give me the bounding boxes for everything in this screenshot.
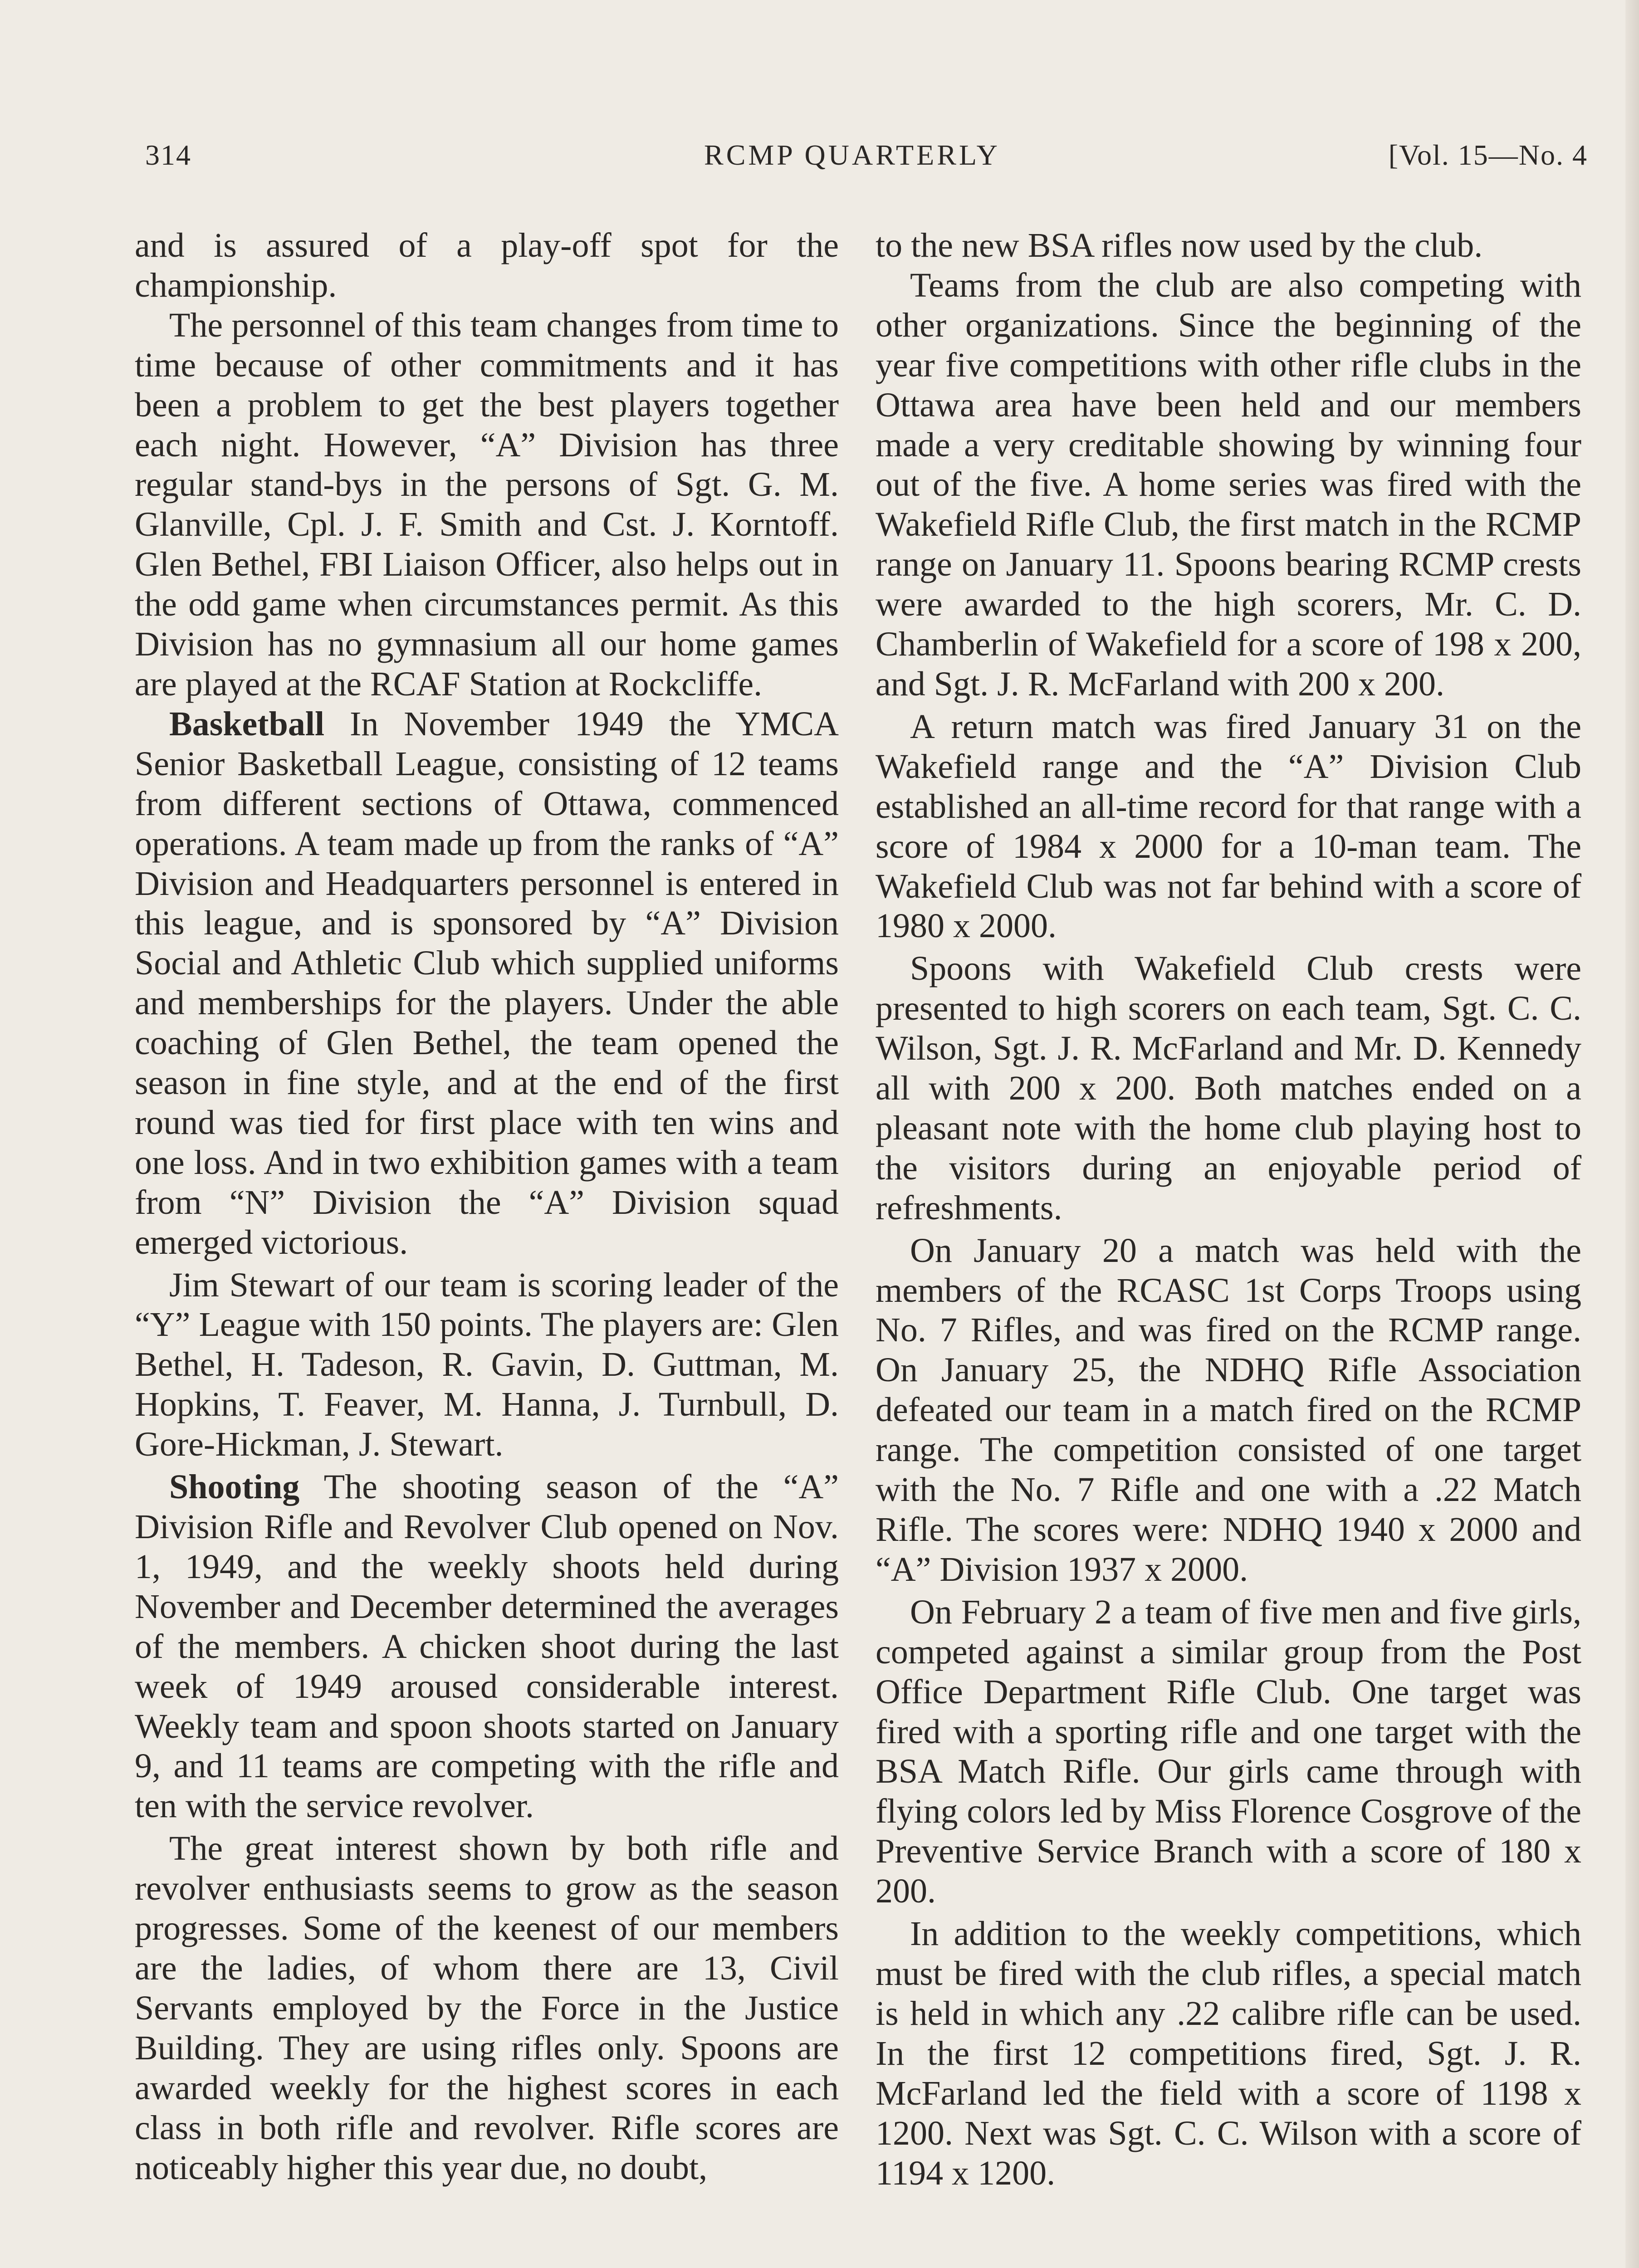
paragraph: On January 20 a match was held with the members of the RCASC 1st Corps Troops using No. 7 Rifles, and was fired on the RCMP range. On January 25, the NDHQ Rifle Association defeated our team in a match fired on the RCMP range. The competition consisted of one target with the No. 7 Rifle and one with a .22 Match Rifle. The scores were: NDHQ 1940 x 2000 and “A” Division 1937 x 2000.	[876, 1231, 1581, 1589]
paragraph: A return match was fired January 31 on the Wakefield range and the “A” Division Club established an all-time record for that range with a score of 1984 x 2000 for a 10-man team. The Wakefield Club was not far behind with a score of 1980 x 2000.	[876, 707, 1581, 945]
section-heading-shooting: Shooting	[169, 1468, 300, 1506]
paragraph: Teams from the club are also competing with other organizations. Since the beginning of the year five competitions with other rifle clubs in the Ottawa area have been held and our members made a very creditable showing by winning four out of the five. A home series was fired with the Wakefield Rifle Club, the first match in the RCMP range on January 11. Spoons bearing RCMP crests were awarded to the high scorers, Mr. C. D. Chamberlin of Wakefield for a score of 198 x 200, and Sgt. J. R. McFarland with 200 x 200.	[876, 266, 1581, 703]
page-edge-shadow	[1625, 0, 1639, 2268]
paragraph: In addition to the weekly competitions, which must be fired with the club rifles, a special match is held in which any .22 calibre rifle can be used. In the first 12 competitions fired, Sgt. J. R. McFarland led the field with a score of 1198 x 1200. Next was Sgt. C. C. Wilson with a score of 1194 x 1200.	[876, 1915, 1581, 2192]
right-column	[876, 226, 1581, 2193]
section-heading-basketball: Basketball	[169, 704, 325, 743]
paragraph: The great interest shown by both rifle and revolver enthusiasts seems to grow as the season progresses. Some of the keenest of our members are the ladies, of whom there are 13, Civil Servants employed by the Force in the Justice Building. They are using rifles only. Spoons are awarded weekly for the highest scores in each class in both rifle and revolver. Rifle scores are noticeably higher this year due, no doubt,	[135, 1829, 839, 2187]
page-number: 314	[145, 139, 191, 171]
paragraph: On February 2 a team of five men and five girls, competed against a similar group from the Post Office Department Rifle Club. One target was fired with a sporting rifle and one target with the BSA Match Rifle. Our girls came through with flying colors led by Miss Florence Cosgrove of the Preventive Service Branch with a score of 180 x 200.	[876, 1593, 1581, 1911]
left-column	[135, 226, 839, 2188]
paragraph: The personnel of this team changes from time to time because of other commitments and it has been a problem to get the best players together each night. However, “A” Division has three regular stand-bys in the persons of Sgt. G. M. Glanville, Cpl. J. F. Smith and Cst. J. Korntoff. Glen Bethel, FBI Liaison Officer, also helps out in the odd game when circumstances permit. As this Division has no gymnasium all our home games are played at the RCAF Station at Rockcliffe.	[135, 306, 839, 703]
paragraph: and is assured of a play-off spot for the championship.	[135, 226, 839, 304]
journal-title: RCMP QUARTERLY	[704, 139, 1000, 171]
paragraph-text: In November 1949 the YMCA Senior Basketball League, consisting of 12 teams from different sections of Ottawa, commenced operations. A team made up from the ranks of “A” Division and Headquarters personnel is entered in this league, and is sponsored by “A” Division Social and Athletic Club which supplied uniforms and memberships for the players. Under the able coaching of Glen Bethel, the team opened the season in fine style, and at the end of the first round was tied for first place with ten wins and one loss. And in two exhibition games with a team from “N” Division the “A” Division squad emerged victorious.	[135, 704, 839, 1261]
paragraph: to the new BSA rifles now used by the club.	[876, 226, 1483, 264]
paragraph-text: The shooting season of the “A” Division Rifle and Revolver Club opened on Nov. 1, 1949, and the weekly shoots held during November and December determined the averages of the members. A chicken shoot during the last week of 1949 aroused considerable interest. Weekly team and spoon shoots started on January 9, and 11 teams are competing with the rifle and ten with the service revolver.	[135, 1468, 839, 1825]
basketball-section	[135, 704, 839, 1263]
paragraph: Spoons with Wakefield Club crests were presented to high scorers on each team, Sgt. C. C. Wilson, Sgt. J. R. McFarland and Mr. D. Kennedy all with 200 x 200. Both matches ended on a pleasant note with the home club playing host to the visitors during an enjoyable period of refreshments.	[876, 949, 1581, 1227]
paragraph: Jim Stewart of our team is scoring leader of the “Y” League with 150 points. The players are: Glen Bethel, H. Tadeson, R. Gavin, D. Guttman, M. Hopkins, T. Feaver, M. Hanna, J. Turnbull, D. Gore-Hickman, J. Stewart.	[135, 1266, 839, 1464]
volume-label: [Vol. 15—No. 4	[1388, 139, 1588, 171]
shooting-section	[135, 1467, 839, 1826]
